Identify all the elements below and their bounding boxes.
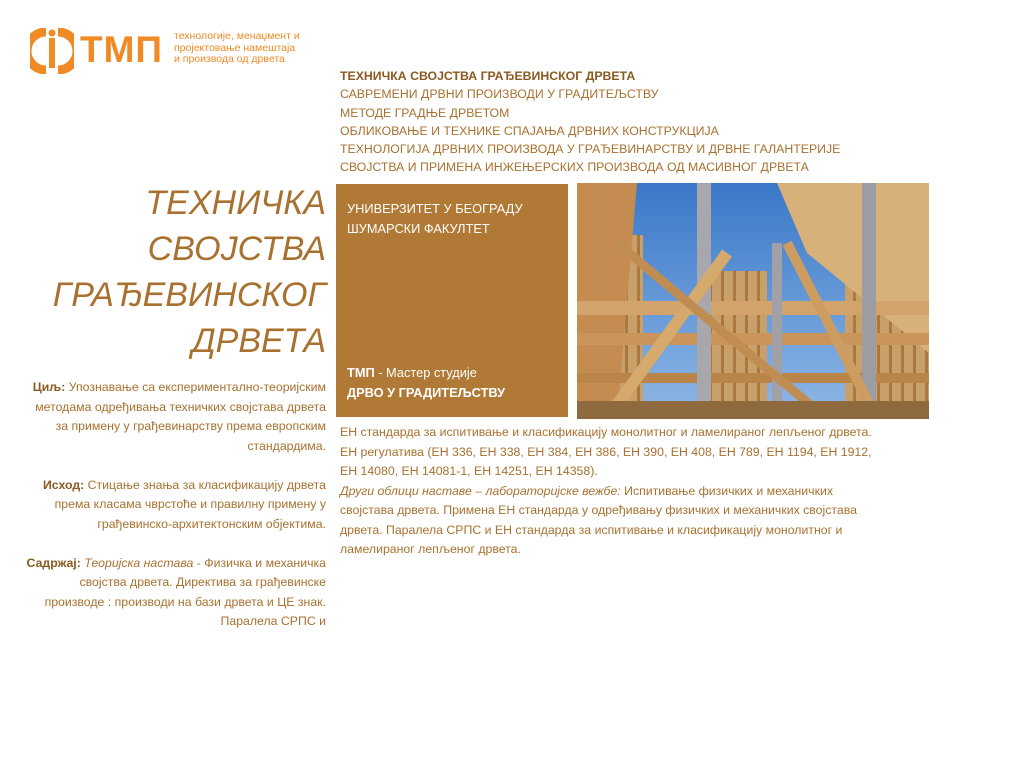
logo-name: ТМП: [80, 29, 164, 70]
practice-label: Други облици наставе – лабораторијске вежбе:: [340, 483, 621, 498]
topic-item[interactable]: ТЕХНОЛОГИЈА ДРВНИХ ПРОИЗВОДА У ГРАЂЕВИНАРСТВУ И ДРВНЕ ГАЛАНТЕРИЈЕ: [340, 142, 841, 157]
program-name: ДРВО У ГРАДИТЕЉСТВУ: [347, 385, 506, 400]
topic-item[interactable]: ОБЛИКОВАЊЕ И ТЕХНИКЕ СПАЈАЊА ДРВНИХ КОНСТРУКЦИЈА: [340, 123, 719, 138]
program-box: [336, 184, 568, 417]
standards-text: ЕН стандарда за испитивање и класификацију монолитног и ламелираног лепљеног дрвета. ЕН регулатива (ЕН 336, ЕН 338, ЕН 384, ЕН 386, ЕН 390, ЕН 408, ЕН 789, ЕН 1194, ЕН 1912, ЕН 14080, ЕН 14081-1, ЕН 14251, ЕН 14358).: [340, 425, 872, 478]
outcome-paragraph: [20, 476, 326, 535]
topic-item[interactable]: СВОЈСТВА И ПРИМЕНА ИНЖЕЊЕРСКИХ ПРОИЗВОДА ОД МАСИВНОГ ДРВЕТА: [340, 160, 809, 175]
content-continued: [340, 423, 880, 560]
content-text: - Физичка и механичка својства дрвета. Директива за грађевинске производе : производи на бази дрвета и ЦЕ знак. Паралела СРПС и: [44, 555, 326, 628]
logo-tagline: технологије, менаџмент и пројектовање намештаја и производа од дрвета: [174, 30, 300, 65]
tmp-logo-mark-icon: [30, 28, 74, 74]
topic-item-active[interactable]: ТЕХНИЧКА СВОЈСТВА ГРАЂЕВИНСКОГ ДРВЕТА: [340, 69, 636, 83]
outcome-text: Стицање знања за класификацију дрвета према класама чврстоће и правилну примену у грађевинско-архитектонским објектима.: [54, 477, 326, 531]
content-label: Садржај:: [26, 555, 81, 570]
goal-label: Циљ:: [32, 380, 66, 394]
goal-paragraph: [20, 378, 326, 456]
course-description: [20, 378, 326, 651]
goal-text: Упознавање са експериментално-теоријским методама одређивања техничких својстава дрвета за примену у грађевинарству према европским стандардима.: [35, 380, 326, 453]
program-level: - Мастер студије: [374, 365, 477, 380]
university-name: УНИВЕРЗИТЕТ У БЕОГРАДУ: [347, 201, 523, 216]
theory-label: Теоријска настава: [80, 555, 194, 570]
practice-text: Испитивање физичких и механичких својстава дрвета. Примена ЕН стандарда у одређивању физичких и механичких својстава дрвета. Паралела СРПС и ЕН стандарда за испитивање и класификацију монолитног и ламелираног лепљеног дрвета.: [340, 483, 857, 556]
outcome-label: Исход:: [42, 477, 85, 492]
topic-item[interactable]: МЕТОДЕ ГРАДЊЕ ДРВЕТОМ: [340, 105, 510, 120]
faculty-name: ШУМАРСКИ ФАКУЛТЕТ: [347, 221, 490, 236]
timber-construction-photo: [577, 183, 929, 419]
program-abbr: ТМП: [347, 365, 375, 380]
university-info: [347, 199, 523, 239]
logo: [30, 28, 330, 74]
program-info: [347, 363, 505, 403]
page-title: ТЕХНИЧКА СВОЈСТВА ГРАЂЕВИНСКОГ ДРВЕТА: [52, 184, 326, 360]
content-paragraph: [20, 554, 326, 632]
topic-item[interactable]: САВРЕМЕНИ ДРВНИ ПРОИЗВОДИ У ГРАДИТЕЉСТВУ: [340, 87, 659, 102]
topics-menu: [340, 67, 900, 177]
